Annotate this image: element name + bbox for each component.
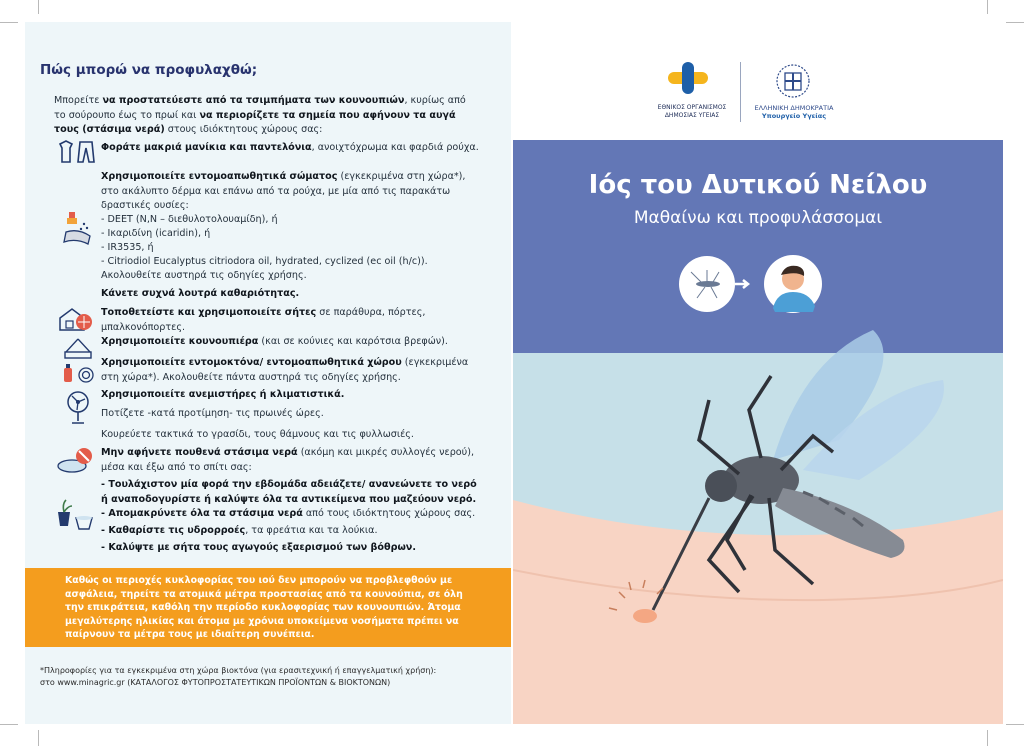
net-paragraph: Χρησιμοποιείτε κουνουπιέρα (και σε κούνιες και καρότσια βρεφών). bbox=[101, 336, 448, 347]
space-paragraph: Χρησιμοποιείτε εντομοκτόνα/ εντομοαπωθητικά χώρου (εγκεκριμένα στη χώρα*). Ακολουθείτε πάντα αυστηρά τις οδηγίες χρήσης. bbox=[101, 357, 469, 383]
house-screen-icon bbox=[56, 306, 96, 332]
cover-panel bbox=[513, 140, 1003, 724]
cover-subtitle: Μαθαίνω και προφυλάσσομαι bbox=[633, 208, 883, 228]
watering-paragraph: Ποτίζετε -κατά προτίμηση- τις πρωινές ώρες. bbox=[101, 408, 324, 419]
greek-emblem-icon bbox=[773, 62, 813, 100]
cover-title: Ιός του Δυτικού Νείλου bbox=[588, 170, 928, 200]
repellent-follow: Ακολουθείτε αυστηρά τις οδηγίες χρήσης. bbox=[101, 270, 307, 281]
footnote: *Πληροφορίες για τα εγκεκριμένα στη χώρα βιοκτόνα (για ερασιτεχνική ή επαγγελματική χρήση): στο www.minagric.gr (ΚΑΤΑΛΟΓΟΣ ΦΥΤΟΠΡΟΣΤΑΤΕΥΤΙΚΩΝ ΠΡΟΪΟΝΤΩΝ & ΒΙΟΚΤΟΝΩΝ) bbox=[40, 666, 437, 687]
fan-icon bbox=[64, 390, 92, 426]
weekly-paragraph: - Τουλάχιστον μία φορά την εβδομάδα αδειάζετε/ ανανεώνετε το νερό ή αναποδογυρίστε ή καλύψτε όλα τα αντικείμενα που μαζεύουν νερό. bbox=[101, 479, 477, 505]
remove-paragraph: - Απομακρύνετε όλα τα στάσιμα νερά από τους ιδιόκτητους χώρους σας. bbox=[101, 508, 476, 519]
eody-name: ΕΘΝΙΚΟΣ ΟΡΓΑΝΙΣΜΟΣ ΔΗΜΟΣΙΑΣ ΥΓΕΙΑΣ bbox=[657, 104, 727, 119]
repellent-item: - IR3535, ή bbox=[101, 242, 154, 253]
baths-paragraph: Κάνετε συχνά λουτρά καθαριότητας. bbox=[101, 288, 300, 299]
screens-paragraph: Τοποθετείστε και χρησιμοποιείτε σήτες σε παράθυρα, πόρτες, μπαλκονόπορτες. bbox=[101, 307, 426, 333]
mosquito-net-icon bbox=[62, 338, 94, 360]
standing-water-paragraph: Μην αφήνετε πουθενά στάσιμα νερά (ακόμη και μικρές συλλογές νερού), μέσα και έξω από το σπίτι σας: bbox=[101, 447, 474, 473]
flower-pots-icon bbox=[54, 498, 96, 532]
mowing-paragraph: Κουρεύετε τακτικά το γρασίδι, τους θάμνους και τις φυλλωσιές. bbox=[101, 429, 414, 440]
cover-paragraph: - Καλύψτε με σήτα τους αγωγούς εξαερισμού των βόθρων. bbox=[101, 542, 416, 553]
prevention-title: Πώς μπορώ να προφυλαχθώ; bbox=[40, 62, 258, 78]
intro-paragraph: Μπορείτε να προστατεύεστε από τα τσιμπήματα των κουνουπιών, κυρίως από το σούρουπο έως το πρωί και να περιορίζετε τα σημεία που αφήνουν τα αυγά τους (στάσιμα νερά) στους ιδιόκτητους χώρους σας: bbox=[54, 95, 466, 135]
repellent-item: - Ικαριδίνη (icaridin), ή bbox=[101, 228, 211, 239]
repellent-item: - Citriodiol Eucalyptus citriodora oil, hydrated, cyclized (ec oil (h/c)). bbox=[101, 256, 428, 267]
gutters-paragraph: - Καθαρίστε τις υδρορροές, τα φρεάτια και τα λούκια. bbox=[101, 525, 378, 536]
warning-text: Καθώς οι περιοχές κυκλοφορίας του ιού δεν μπορούν να προβλεφθούν με ασφάλεια, τηρείτε τα ατομικά μέτρα προστασίας από τα κουνούπια, σε όλη την επικράτεια, καθόλη την περίοδο κυκλοφορίας των κουνουπιών. Άτομα μεγαλύτερης ηλικίας και άτομα με χρόνια υποκείμενα νοσήματα πρέπει να παίρνουν τα μέτρα τους με ιδιαίτερη συνέπεια. bbox=[65, 575, 463, 641]
repellent-paragraph: Χρησιμοποιείτε εντομοαπωθητικά σώματος (εγκεκριμένα στη χώρα*), στο ακάλυπτο δέρμα και επάνω από τα ρούχα, με μία από τις παρακάτω δραστικές ουσίες: bbox=[101, 171, 466, 211]
mosquito-illustration bbox=[513, 140, 1003, 724]
repellent-item: - DEET (N,N – διεθυλοτολουαμίδη), ή bbox=[101, 214, 278, 225]
repellent-spray-icon bbox=[60, 210, 94, 248]
fans-paragraph: Χρησιμοποιείτε ανεμιστήρες ή κλιματιστικά. bbox=[101, 389, 345, 400]
standing-water-icon bbox=[56, 446, 96, 474]
ministry-name: ΕΛΛΗΝΙΚΗ ΔΗΜΟΚΡΑΤΙΑ Υπουργείο Υγείας bbox=[754, 104, 834, 120]
clothes-icon bbox=[58, 140, 96, 164]
clothes-paragraph: Φοράτε μακριά μανίκια και παντελόνια, ανοιχτόχρωμα και φαρδιά ρούχα. bbox=[101, 142, 479, 153]
plug-in-diffuser-icon bbox=[60, 360, 96, 386]
logo-divider bbox=[740, 62, 741, 122]
eody-logo-icon bbox=[664, 60, 720, 100]
